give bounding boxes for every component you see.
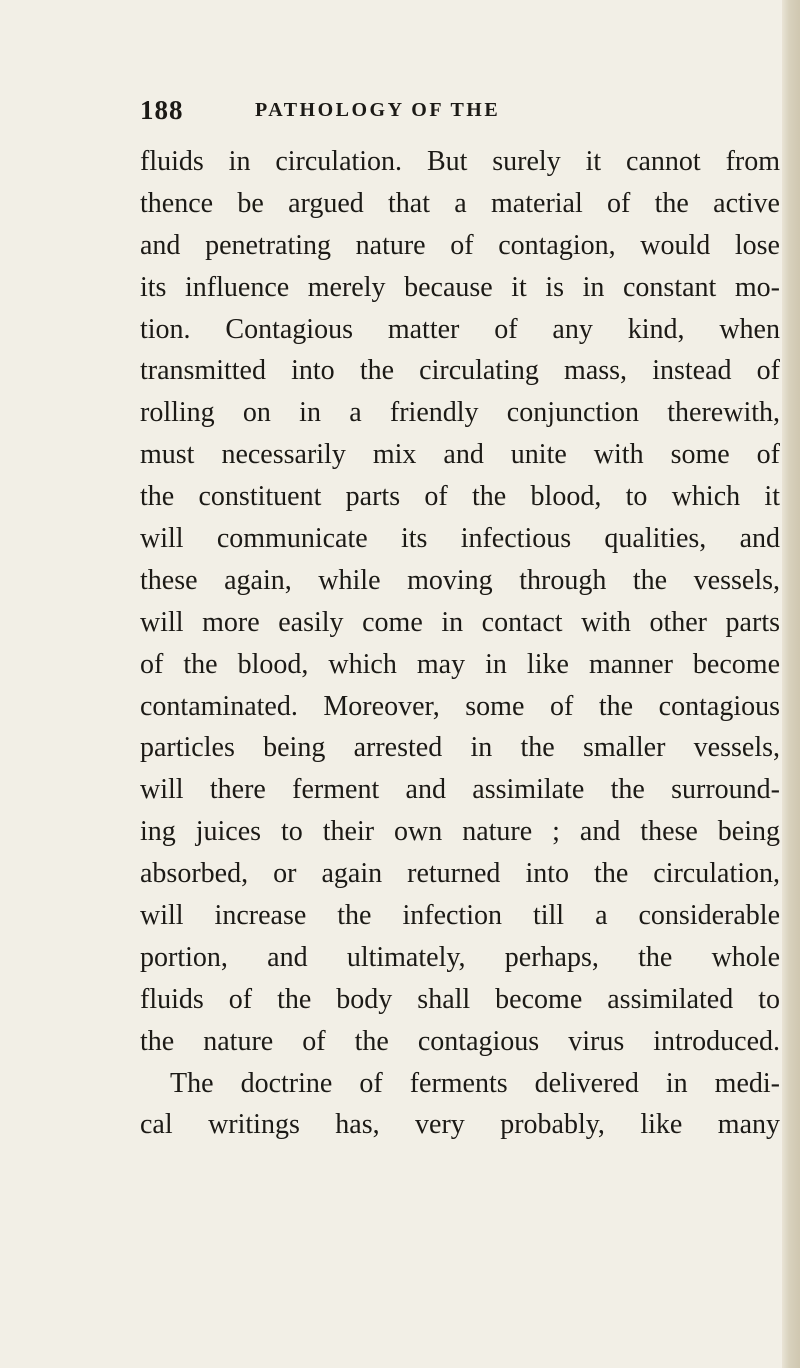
page-edge	[782, 0, 800, 1368]
text-line: will there ferment and assimilate the surround-	[140, 774, 780, 806]
text-line: thence be argued that a material of the active	[140, 187, 780, 219]
text-line: will more easily come in contact with other parts	[140, 606, 780, 638]
text-line: ing juices to their own nature ; and these being	[140, 816, 780, 848]
text-line: the constituent parts of the blood, to which it	[140, 481, 780, 513]
text-line: and penetrating nature of contagion, would lose	[140, 229, 780, 261]
text-line: cal writings has, very probably, like many	[140, 1109, 780, 1141]
text-line: rolling on in a friendly conjunction therewith,	[140, 397, 780, 429]
text-line: absorbed, or again returned into the circulation,	[140, 858, 780, 890]
text-line: fluids of the body shall become assimilated to	[140, 983, 780, 1015]
text-line: particles being arrested in the smaller vessels,	[140, 732, 780, 764]
text-line: The doctrine of ferments delivered in medi-	[170, 1067, 780, 1099]
text-line: will communicate its infectious qualities, and	[140, 523, 780, 555]
running-head: PATHOLOGY OF THE	[255, 99, 501, 121]
page-number: 188	[140, 95, 184, 125]
text-line: will increase the infection till a considerable	[140, 900, 780, 932]
text-line: these again, while moving through the vessels,	[140, 564, 780, 596]
text-line: the nature of the contagious virus introduced.	[140, 1025, 780, 1057]
text-line: must necessarily mix and unite with some of	[140, 439, 780, 471]
text-line: fluids in circulation. But surely it cannot from	[140, 146, 780, 177]
text-line: tion. Contagious matter of any kind, when	[140, 313, 780, 345]
text-line: transmitted into the circulating mass, instead of	[140, 355, 780, 387]
text-line: contaminated. Moreover, some of the contagious	[140, 690, 780, 722]
text-line: portion, and ultimately, perhaps, the whole	[140, 941, 780, 973]
text-line: of the blood, which may in like manner become	[140, 648, 780, 680]
text-line: its influence merely because it is in constant mo-	[140, 271, 780, 303]
page-header	[140, 95, 780, 129]
body-text	[140, 141, 780, 1146]
